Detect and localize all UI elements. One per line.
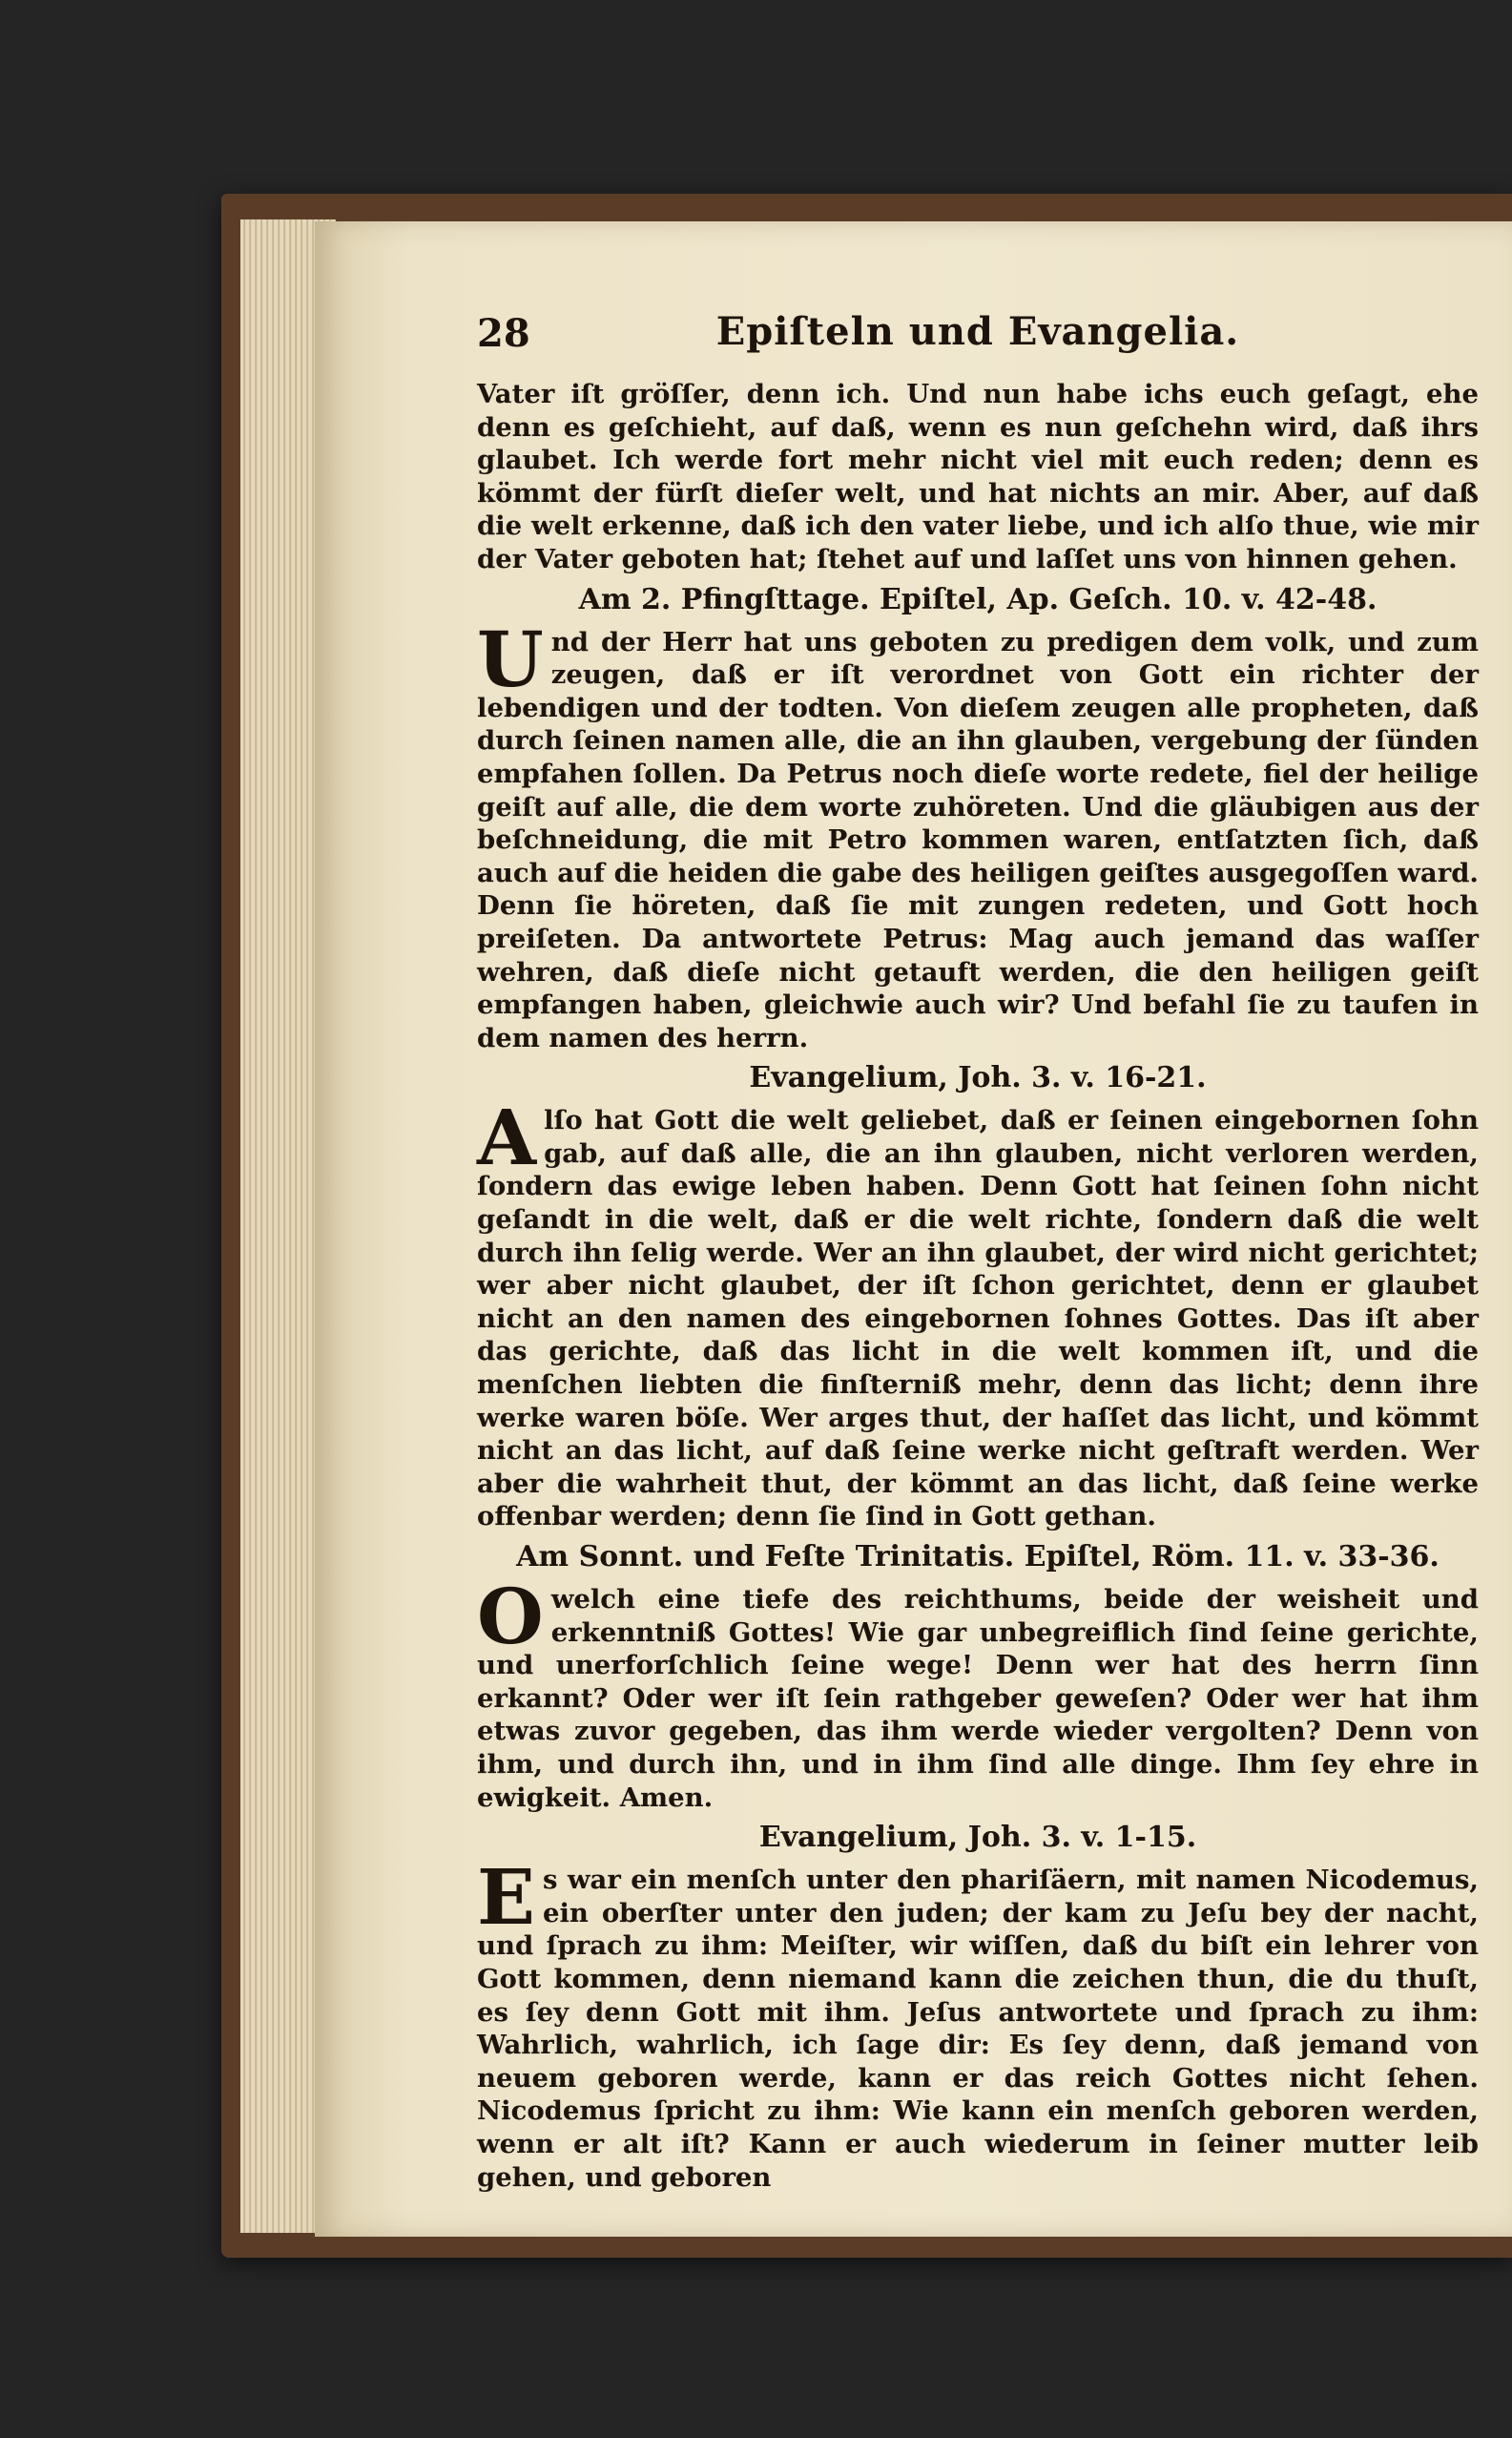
section-heading-trinity-epistle: Am Sonnt. und Feſte Trinitatis. Epiſtel, Röm. 11. v. 33-36. bbox=[516, 1540, 1440, 1573]
section-heading-gospel-john-3-1: Evangelium, Joh. 3. v. 1-15. bbox=[758, 1821, 1197, 1855]
paragraph-text: s war ein menſch unter den phariſäern, mit namen Nicodemus, ein oberſter unter den juden; der kam zu Jeſu bey der nacht, und ſprach zu ihm: Meiſter, wir wiſſen, daß du biſt ein lehrer von Gott kommen, denn niemand kann die zeichen thun, die du thuſt, es ſey denn Gott mit ihm. Jeſus antwortete und ſprach zu ihm: Wahrlich, wahrlich, ich ſage dir: Es ſey denn, daß jemand von neuem geboren werde, kann er das reich Gottes nicht ſehen. Nicodemus ſpricht zu ihm: Wie kann ein menſch geboren werden, wenn er alt iſt? Kann er auch wiederum in ſeiner mutter leib gehen, und geboren bbox=[477, 1865, 1479, 2193]
paragraph-text: welch eine tiefe des reichthums, beide der weisheit und erkenntniß Gottes! Wie gar unbegreiflich ſind ſeine gerichte, und unerforſchlich ſeine wege! Denn wer hat des herrn ſinn erkannt? Oder wer iſt ſein rathgeber geweſen? Oder wer hat ihm etwas zuvor gegeben, das ihm werde wieder vergolten? Denn von ihm, und durch ihn, und in ihm ſind alle dinge. Ihm ſey ehre in ewigkeit. Amen. bbox=[477, 1584, 1479, 1813]
paragraph-acts bbox=[477, 614, 1479, 1055]
paragraph-john-3-16 bbox=[477, 1093, 1479, 1533]
page-header bbox=[477, 305, 1479, 365]
paragraph-text: nd der Herr hat uns geboten zu predigen dem volk, und zum zeugen, daß er iſt verordnet von Gott ein richter der lebendigen und der todten. Von dieſem zeugen alle propheten, daß durch ſeinen namen alle, die an ihn glauben, vergebung der ſünden empfahen ſollen. Da Petrus noch dieſe worte redete, fiel der heilige geiſt auf alle, die dem worte zuhöreten. Und die gläubigen aus der beſchneidung, die mit Petro kommen waren, entſatzten ſich, daß auch auf die heiden die gabe des heiligen geiſtes ausgegoſſen ward. Denn ſie höreten, daß ſie mit zungen redeten, und Gott hoch preiſeten. Da antwortete Petrus: Mag auch jemand das waſſer wehren, daß dieſe nicht getauft werden, die den heiligen geiſt empfangen haben, gleichwie auch wir? Und befahl ſie zu taufen in dem namen des herrn. bbox=[477, 626, 1479, 1053]
drop-cap: A bbox=[477, 1093, 537, 1183]
page-number: 28 bbox=[477, 311, 530, 356]
paragraph-romans bbox=[477, 1572, 1479, 1814]
paragraph-john-3-1 bbox=[477, 1852, 1479, 2194]
running-head: Epiſteln und Evangelia. bbox=[715, 309, 1240, 354]
page-content bbox=[477, 305, 1479, 2193]
section-heading-gospel-john-3-16: Evangelium, Joh. 3. v. 16-21. bbox=[749, 1061, 1207, 1095]
drop-cap: U bbox=[477, 614, 544, 704]
paragraph-continued: Vater iſt gröſſer, denn ich. Und nun habe ichs euch geſagt, ehe denn es geſchieht, auf daß, wenn es nun geſchehn wird, daß ihrs glaubet. Ich werde fort mehr nicht viel mit euch reden; denn es kömmt der fürſt dieſer welt, und hat nichts an mir. Aber, auf daß die welt erkenne, daß ich den vater liebe, und ich alſo thue, wie mir der Vater geboten hat; ſtehet auf und laſſet uns von hinnen gehen. bbox=[477, 379, 1479, 574]
drop-cap: O bbox=[477, 1572, 544, 1661]
paragraph-text: lſo hat Gott die welt geliebet, daß er ſeinen eingebornen ſohn gab, auf daß alle, die an ihn glauben, nicht verloren werden, ſondern das ewige leben haben. Denn Gott hat ſeinen ſohn nicht geſandt in die welt, daß er die welt richte, ſondern daß die welt durch ihn ſelig werde. Wer an ihn glaubet, der wird nicht gerichtet; wer aber nicht glaubet, der iſt ſchon gerichtet, denn er glaubet nicht an den namen des eingebornen ſohnes Gottes. Das iſt aber das gerichte, daß das licht in die welt kommen iſt, und die menſchen liebten die finſterniß mehr, denn das licht; denn ihre werke waren böſe. Wer arges thut, der haſſet das licht, und kömmt nicht an das licht, auf daß ſeine werke nicht geſtraft werden. Wer aber die wahrheit thut, der kömmt an das licht, daß ſeine werke offenbar werden; denn ſie ſind in Gott gethan. bbox=[477, 1105, 1479, 1532]
drop-cap: E bbox=[477, 1852, 535, 1943]
section-heading-pentecost-epistle: Am 2. Pfingſttage. Epiſtel, Ap. Geſch. 10. v. 42-48. bbox=[578, 582, 1377, 616]
